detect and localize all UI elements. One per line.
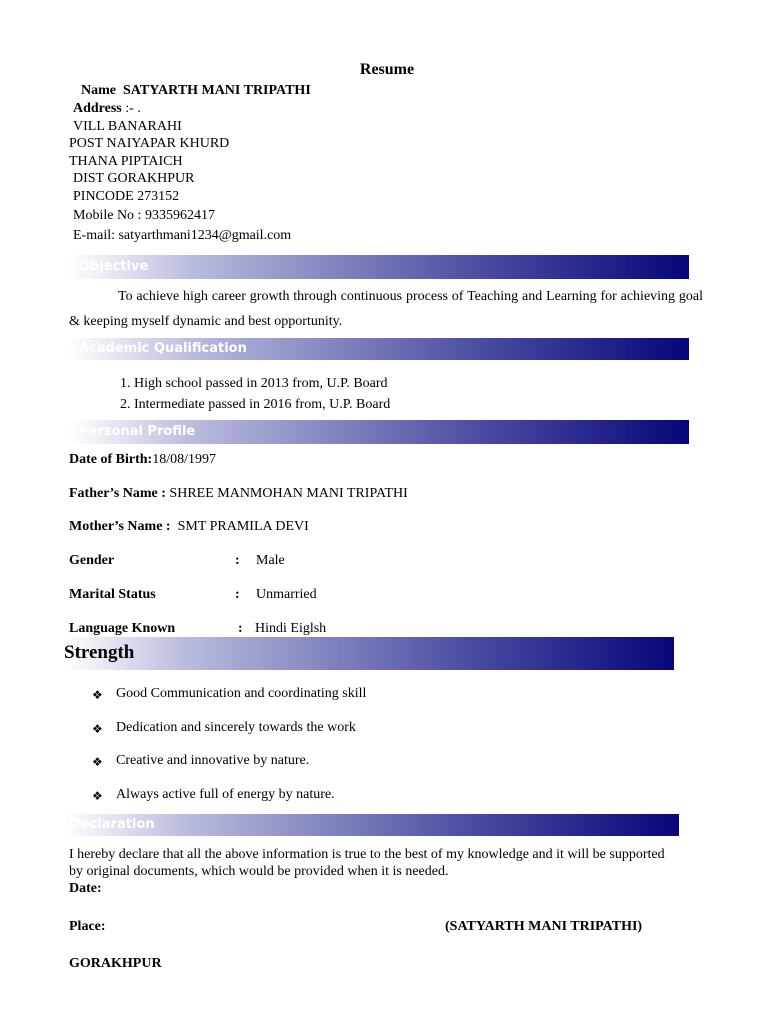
language-value: Hindi Eiglsh — [255, 621, 327, 636]
address-row — [73, 101, 141, 117]
language-label: Language Known — [69, 621, 176, 636]
name-value: SATYARTH MANI TRIPATHI — [123, 83, 311, 98]
declaration-heading: Declaration — [70, 817, 155, 832]
diamond-bullet-icon: ❖ — [92, 688, 103, 702]
list-item: ❖ Always active full of energy by nature. — [92, 787, 366, 821]
address-line-pincode: PINCODE 273152 — [73, 189, 180, 204]
declaration-heading-bar — [64, 814, 679, 836]
strength-heading: Strength — [64, 642, 135, 663]
diamond-bullet-icon: ❖ — [92, 789, 103, 804]
mother-row — [69, 519, 309, 535]
page-title: Resume — [359, 61, 415, 78]
mobile-number: Mobile No : 9335962417 — [73, 208, 215, 223]
name-row — [81, 83, 311, 99]
address-line-thana: THANA PIPTAICH — [69, 154, 183, 169]
father-label: Father’s Name : — [69, 486, 166, 501]
city-name: GORAKHPUR — [69, 956, 162, 971]
objective-text: To achieve high career growth through continuous process of Teaching and Learning for achieving goal & keeping myself dynamic and best opportunity. — [69, 289, 703, 329]
father-value: SHREE MANMOHAN MANI TRIPATHI — [169, 486, 408, 501]
declaration-text: I hereby declare that all the above information is true to the best of my knowledge and it will be supported by original documents, which would be provided when it is needed. — [69, 847, 665, 879]
mother-label: Mother’s Name : — [69, 519, 171, 534]
language-colon: : — [238, 621, 243, 636]
marital-label: Marital Status — [69, 587, 156, 602]
marital-colon: : — [235, 587, 240, 602]
strength-list — [92, 686, 366, 821]
mother-value: SMT PRAMILA DEVI — [177, 519, 309, 534]
address-line-post: POST NAIYAPAR KHURD — [69, 136, 230, 151]
strength-heading-bar — [64, 637, 674, 670]
diamond-bullet-icon: ❖ — [92, 721, 103, 736]
signature-name: (SATYARTH MANI TRIPATHI) — [445, 919, 643, 934]
personal-heading-bar — [69, 420, 689, 444]
objective-heading: Objective — [79, 259, 149, 274]
objective-heading-bar — [69, 255, 689, 279]
dob-value: 18/08/1997 — [152, 452, 216, 467]
gender-label: Gender — [69, 553, 115, 568]
academic-heading: Academic Qualification — [79, 341, 247, 356]
diamond-bullet-icon: ❖ — [92, 755, 103, 770]
personal-heading: Personal Profile — [79, 424, 196, 439]
gender-value: Male — [256, 553, 285, 568]
address-suffix: :- . — [125, 101, 141, 116]
list-item: ❖ Good Communication and coordinating skill — [92, 686, 366, 720]
address-label: Address — [73, 101, 122, 116]
list-item: 2. Intermediate passed in 2016 from, U.P. Board — [134, 394, 390, 415]
address-line-district: DIST GORAKHPUR — [73, 171, 195, 186]
father-row — [69, 486, 408, 502]
qualification-list — [69, 373, 390, 415]
marital-value: Unmarried — [256, 587, 317, 602]
date-label: Date: — [69, 881, 102, 896]
place-label: Place: — [69, 919, 106, 934]
list-item: ❖ Dedication and sincerely towards the work — [92, 720, 366, 754]
dob-label: Date of Birth: — [69, 452, 153, 467]
dob-row — [69, 452, 216, 468]
list-item: ❖ Creative and innovative by nature. — [92, 753, 366, 787]
address-line-village: VILL BANARAHI — [73, 119, 182, 134]
gender-colon: : — [235, 553, 240, 568]
email-address: E-mail: satyarthmani1234@gmail.com — [73, 228, 292, 243]
academic-heading-bar — [69, 338, 689, 360]
list-item: 1. High school passed in 2013 from, U.P. Board — [134, 373, 390, 394]
name-label: Name — [81, 83, 116, 98]
